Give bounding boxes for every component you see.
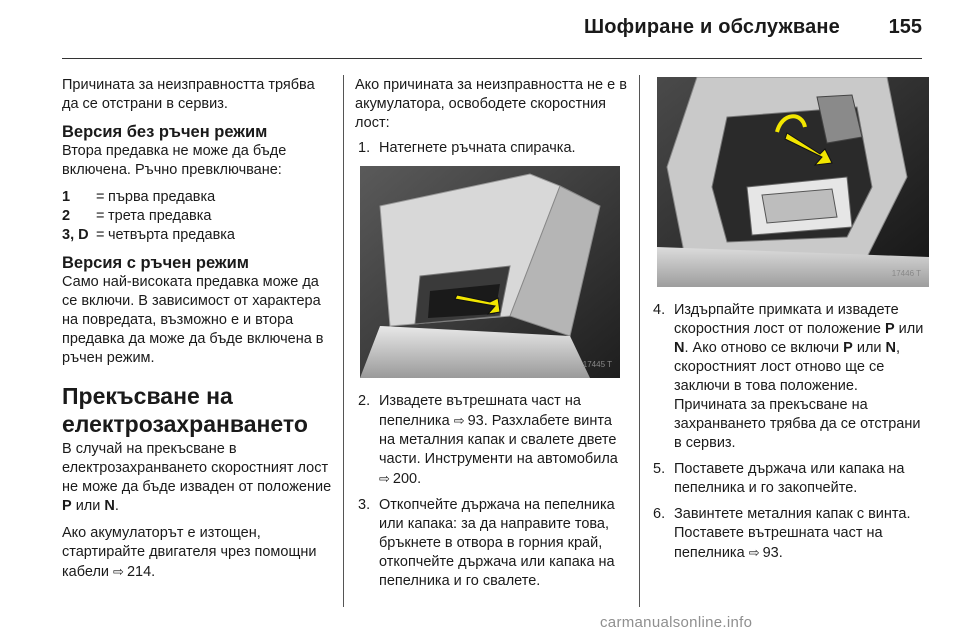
page-header [62, 14, 922, 48]
header-divider [62, 58, 922, 59]
section-heading-manual: Версия с ръчен режим [62, 254, 249, 272]
step-item: 2. Извадете вътрешната част на пепелника ⇨93. Разхлабете винта на металния капак и свалете двете части. Инструменти на автомобила ⇨200. [355, 392, 630, 489]
section-heading-no-manual: Версия без ръчен режим [62, 123, 268, 141]
step-item: 5. Поставете държача или капака на пепелника и го закопчейте. [653, 461, 905, 496]
section-text-no-manual: Втора предавка не може да бъде включена. Ръчно превключване: [62, 143, 287, 178]
page-ref-arrow-icon [379, 469, 390, 488]
gear-definition-list [62, 188, 332, 245]
step-item: 1. Натегнете ръчната спирачка. [358, 140, 576, 156]
page-ref-arrow-icon [749, 543, 760, 562]
step-item: 4. Издърпайте примката и извадете скоростния лост от положение P или N. Ако отново се включи P или N, скоростният лост отново ще се заключи в това положение. Причината за прекъсване на захранването трябва да се отстрани в сервиз. [653, 302, 924, 451]
page-ref-link[interactable]: 93. [762, 545, 783, 561]
gear-row: 3, D = четвърта предавка [62, 227, 235, 243]
page-ref-link[interactable]: 200. [392, 471, 422, 487]
section-text-battery: Ако акумулаторът е изтощен, стартирайте двигателя чрез помощни кабели ⇨214. [62, 524, 332, 582]
figure-number: 17445 T [582, 360, 612, 369]
figure-number: 17446 T [891, 269, 921, 278]
section-text-manual: Само най-високата предавка може да се включи. В зависимост от характера на повредата, възможно е и втора предавка да може да бъде включена в ръчен режим. [62, 274, 324, 366]
gear-row: 1 = първа предавка [62, 189, 216, 205]
column-divider-2 [639, 75, 640, 607]
intro-paragraph-2: Ако причината за неизправността не е в акумулатора, освободете скоростния лост: [355, 77, 627, 131]
section-heading-power-failure: Прекъсване на електрозахранването [62, 383, 308, 437]
page-number: 155 [888, 16, 922, 38]
page-ref-link[interactable]: 214. [126, 564, 156, 580]
page-ref-arrow-icon [113, 562, 124, 581]
ashtray-removal-image [360, 166, 620, 378]
shift-lever-release-image [657, 77, 929, 287]
page-ref-arrow-icon [454, 411, 465, 430]
step-item: 3. Откопчейте държача на пепелника или капака: за да направите това, бръкнете в отвора в горния край, откопчейте държача или капака на пепелника и го свалете. [358, 497, 615, 589]
figure-ashtray-illustration [360, 166, 620, 378]
figure-shift-lever-illustration [657, 77, 929, 287]
gear-row: 2 = трета предавка [62, 208, 212, 224]
column-divider-1 [343, 75, 344, 607]
step-item: 6. Завинтете металния капак с винта. Поставете вътрешната част на пепелника ⇨93. [650, 505, 925, 563]
column-1 [62, 76, 332, 590]
page-ref-link[interactable]: 93. Разхлабете винта на металния капак и свалете двете части. Инструменти на автомобила [379, 413, 618, 467]
intro-paragraph: Причината за неизправността трябва да се отстрани в сервиз. [62, 77, 315, 112]
section-text-power-failure: В случай на прекъсване в електрозахранването скоростният лост не може да бъде изваден от положение P или N. [62, 441, 332, 514]
page-title: Шофиране и обслужване [583, 16, 840, 38]
watermark: carmanualsonline.info [600, 614, 753, 631]
column-2 [355, 76, 630, 598]
column-3 [650, 76, 925, 570]
